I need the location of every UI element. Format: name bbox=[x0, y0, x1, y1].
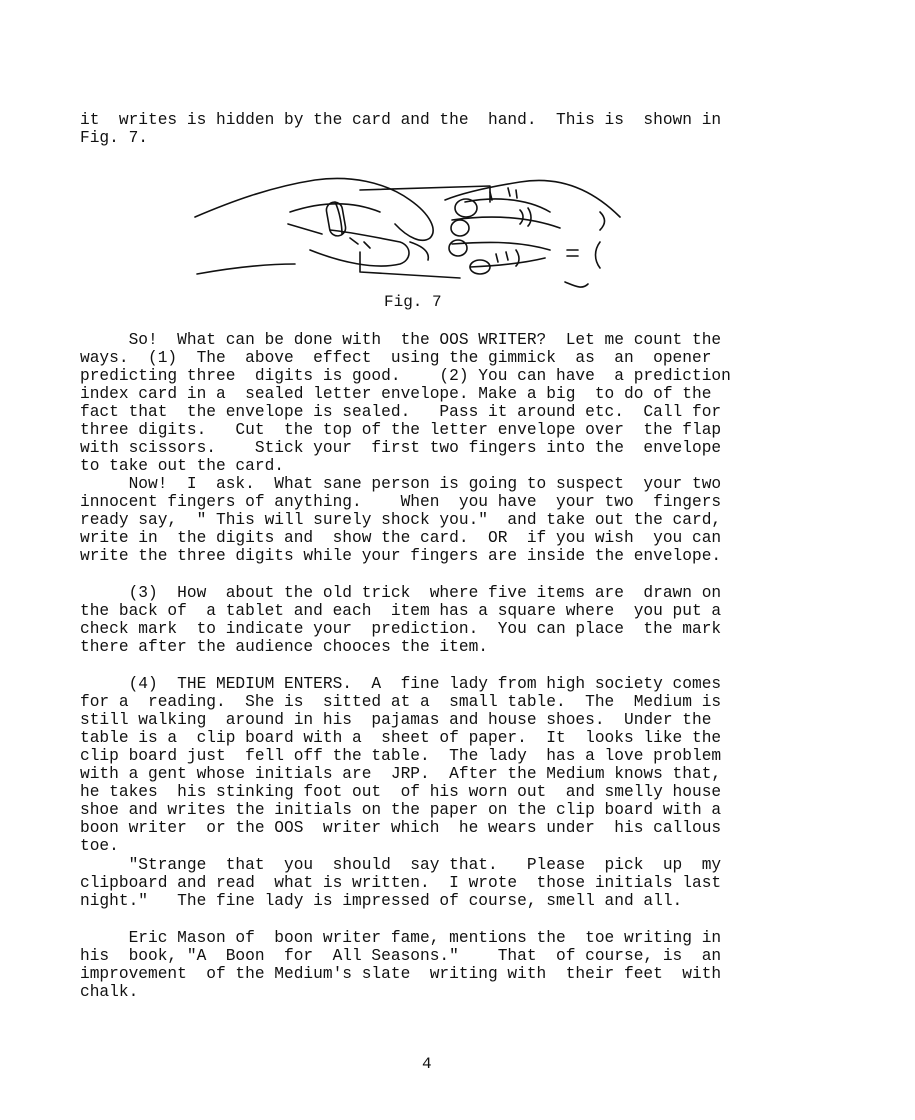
text-line: table is a clip board with a sheet of paper. It looks like the bbox=[80, 729, 722, 747]
text-line: Eric Mason of boon writer fame, mentions the toe writing in bbox=[80, 929, 722, 947]
text-line: innocent fingers of anything. When you have your two fingers bbox=[80, 493, 722, 511]
text-line: clip board just fell off the table. The lady has a love problem bbox=[80, 747, 722, 765]
text-line: for a reading. She is sitted at a small table. The Medium is bbox=[80, 693, 722, 711]
text-line: the back of a tablet and each item has a square where you put a bbox=[80, 602, 722, 620]
text-line: ways. (1) The above effect using the gimmick as an opener bbox=[80, 349, 712, 367]
page-number: 4 bbox=[422, 1055, 432, 1073]
text-line: night." The fine lady is impressed of course, smell and all. bbox=[80, 892, 683, 910]
figure-caption: Fig. 7 bbox=[384, 293, 442, 311]
text-line: with a gent whose initials are JRP. After the Medium knows that, bbox=[80, 765, 722, 783]
text-line: "Strange that you should say that. Please pick up my bbox=[80, 856, 722, 874]
text-line: three digits. Cut the top of the letter envelope over the flap bbox=[80, 421, 722, 439]
text-line: (4) THE MEDIUM ENTERS. A fine lady from high society comes bbox=[80, 675, 722, 693]
text-line: with scissors. Stick your first two fingers into the envelope bbox=[80, 439, 722, 457]
text-line: improvement of the Medium's slate writing with their feet with bbox=[80, 965, 722, 983]
text-line: ready say, " This will surely shock you." and take out the card, bbox=[80, 511, 722, 529]
text-line: write the three digits while your fingers are inside the envelope. bbox=[80, 547, 722, 565]
text-line: boon writer or the OOS writer which he wears under his callous bbox=[80, 819, 722, 837]
text-line: index card in a sealed letter envelope. Make a big to do of the bbox=[80, 385, 712, 403]
hand-writing-illustration bbox=[190, 172, 630, 302]
text-line: So! What can be done with the OOS WRITER? Let me count the bbox=[80, 331, 722, 349]
text-line: toe. bbox=[80, 837, 119, 855]
text-line: (3) How about the old trick where five items are drawn on bbox=[80, 584, 722, 602]
text-line: predicting three digits is good. (2) You can have a prediction bbox=[80, 367, 731, 385]
text-line: there after the audience chooces the item. bbox=[80, 638, 488, 656]
text-line: fact that the envelope is sealed. Pass it around etc. Call for bbox=[80, 403, 722, 421]
text-line: check mark to indicate your prediction. You can place the mark bbox=[80, 620, 722, 638]
text-line: his book, "A Boon for All Seasons." That of course, is an bbox=[80, 947, 722, 965]
text-line: clipboard and read what is written. I wrote those initials last bbox=[80, 874, 722, 892]
text-line: it writes is hidden by the card and the hand. This is shown in bbox=[80, 111, 722, 129]
text-line: chalk. bbox=[80, 983, 139, 1001]
text-line: he takes his stinking foot out of his worn out and smelly house bbox=[80, 783, 722, 801]
text-line: write in the digits and show the card. OR if you wish you can bbox=[80, 529, 722, 547]
text-line: shoe and writes the initials on the paper on the clip board with a bbox=[80, 801, 722, 819]
text-line: to take out the card. bbox=[80, 457, 284, 475]
text-line: Fig. 7. bbox=[80, 129, 148, 147]
text-line: still walking around in his pajamas and house shoes. Under the bbox=[80, 711, 712, 729]
text-line: Now! I ask. What sane person is going to suspect your two bbox=[80, 475, 722, 493]
